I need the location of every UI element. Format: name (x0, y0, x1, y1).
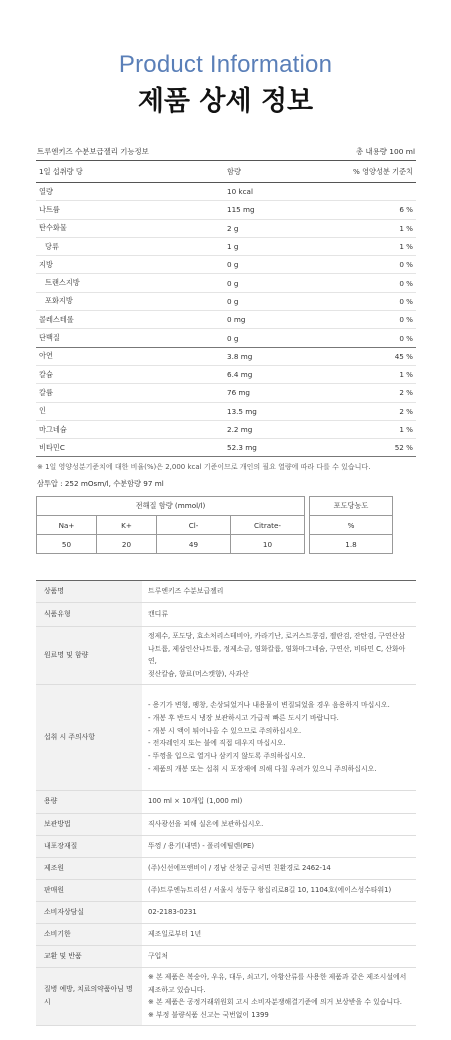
info-value-line: 제조하고 있습니다. (148, 985, 206, 994)
nutrition-row (36, 384, 416, 402)
nutrition-row (36, 403, 416, 421)
info-value-line: - 제품의 개봉 또는 섭취 시 포장재에 의해 다칠 우려가 있으니 주의하십시오. (148, 764, 377, 773)
nutrition-row (36, 220, 416, 238)
nutrition-row (36, 439, 416, 457)
info-row (36, 879, 416, 901)
info-value (142, 603, 416, 627)
info-value-line: 02-2183-0231 (148, 907, 197, 916)
info-key: 교환 및 반품 (36, 945, 142, 967)
osmolality-line: 삼투압 : 252 mOsm/l, 수분함량 97 ml (37, 479, 164, 488)
col-daily-value: % 영양성분 기준치 (352, 166, 413, 176)
nutrition-row (36, 238, 416, 256)
info-value-line: ※ 본 제품은 복숭아, 우유, 대두, 쇠고기, 아황산류를 사용한 제품과 같은 제조시설에서 (148, 972, 407, 981)
col-amount: 함량 (227, 166, 241, 176)
info-key: 질병 예방, 치료의약품아님 명시 (36, 967, 142, 1025)
electrolyte-title: 전해질 함량 (mmol/l) (37, 497, 305, 516)
value-k: 20 (97, 535, 157, 554)
info-row (36, 857, 416, 879)
nutrient-amount: 6.4 mg (227, 370, 253, 380)
info-row (36, 945, 416, 967)
english-title: Product Information (118, 51, 333, 78)
total-volume: 총 내용량 100 ml (356, 147, 415, 156)
nutrient-amount: 1 g (227, 242, 239, 252)
info-value-line: - 용기가 변형, 팽창, 손상되었거나 내용물이 변질되었을 경우 음용하지 마십시오. (148, 701, 390, 710)
info-row (36, 627, 416, 685)
value-cl: 49 (157, 535, 231, 554)
info-value-line: - 개봉 시 액이 튀어나올 수 있으므로 주의하십시오. (148, 726, 302, 735)
nutrient-daily-value: 0 % (399, 315, 413, 325)
glucose-table (309, 496, 393, 554)
nutrient-daily-value: 52 % (394, 443, 413, 453)
nutrient-daily-value: 1 % (399, 425, 413, 434)
nutrient-name: 마그네슘 (39, 424, 67, 434)
info-value-line: 제조일로부터 1년 (148, 929, 202, 938)
info-value (142, 923, 416, 945)
info-row (36, 923, 416, 945)
nutrient-amount: 0 g (227, 333, 239, 343)
ion-cl: Cl- (157, 516, 231, 535)
info-key: 소비기한 (36, 923, 142, 945)
nutrient-amount: 13.5 mg (227, 406, 257, 416)
nutrient-amount: 0 g (227, 260, 239, 270)
nutrition-note: ※ 1일 영양성분기준치에 대한 비율(%)은 2,000 kcal 기준이므로 개인의 필요 열량에 따라 다를 수 있습니다. (37, 463, 371, 472)
info-key: 원료명 및 함량 (36, 627, 142, 685)
info-value (142, 790, 416, 813)
nutrient-daily-value: 1 % (399, 223, 413, 233)
nutrient-name: 아연 (39, 351, 53, 361)
nutrition-row (36, 329, 416, 347)
nutrient-name: 당류 (45, 241, 59, 251)
nutrient-daily-value: 0 % (399, 260, 413, 270)
info-value-line: 100 ml × 10개입 (1,000 ml) (148, 797, 243, 806)
glucose-title: 포도당농도 (310, 497, 393, 516)
info-value (142, 813, 416, 835)
nutrition-row (36, 183, 416, 201)
nutrition-row (36, 348, 416, 366)
info-value-line: 구입처 (148, 951, 168, 960)
info-key: 판매원 (36, 879, 142, 901)
nutrient-amount: 76 mg (227, 388, 250, 398)
info-key: 식품유형 (36, 603, 142, 627)
info-key: 섭취 시 주의사항 (36, 684, 142, 790)
nutrient-name: 트랜스지방 (45, 278, 80, 288)
info-row (36, 967, 416, 1025)
nutrient-daily-value: 0 % (399, 296, 413, 306)
info-row (36, 813, 416, 835)
product-title: 트루엔키즈 수분보급젤리 기능정보 (37, 147, 149, 156)
nutrient-amount: 0 g (227, 278, 239, 288)
info-key: 제조원 (36, 857, 142, 879)
info-key: 내포장재질 (36, 835, 142, 857)
info-value-line: 직사광선을 피해 실온에 보관하십시오. (148, 819, 264, 828)
nutrition-row (36, 421, 416, 439)
korean-title: 제품 상세 정보 (137, 86, 314, 117)
glucose-value: 1.8 (310, 535, 393, 554)
glucose-unit: % (310, 516, 393, 535)
nutrient-name: 탄수화물 (39, 223, 67, 233)
nutrition-table (36, 146, 416, 472)
info-value (142, 879, 416, 901)
info-value (142, 581, 416, 603)
nutrient-amount: 52.3 mg (227, 443, 257, 453)
info-value-line: ※ 부정 불량식품 신고는 국번없이 1399 (148, 1010, 269, 1019)
nutrient-name: 인 (39, 406, 46, 416)
nutrition-row (36, 366, 416, 384)
nutrient-name: 포화지방 (45, 296, 73, 306)
nutrient-name: 단백질 (39, 333, 60, 343)
nutrient-name: 열량 (39, 186, 53, 196)
nutrition-column-header (36, 161, 416, 183)
nutrition-header (36, 146, 416, 161)
info-value-line: 캔디류 (148, 610, 168, 619)
nutrient-amount: 2 g (227, 223, 239, 233)
info-value (142, 684, 416, 790)
nutrient-amount: 3.8 mg (227, 351, 253, 361)
nutrient-daily-value: 2 % (399, 388, 413, 398)
nutrient-name: 나트륨 (39, 204, 60, 214)
info-key: 용량 (36, 790, 142, 813)
info-value-line: 나트륨, 제삼인산나트륨, 정제소금, 염화칼륨, 염화마그네슘, 구연산, 비타민 C, 산화아연, (148, 644, 406, 666)
nutrient-amount: 0 g (227, 296, 239, 306)
nutrient-daily-value: 1 % (399, 370, 413, 380)
ion-citrate: Citrate- (231, 516, 305, 535)
nutrition-row (36, 201, 416, 219)
info-row (36, 603, 416, 627)
nutrient-daily-value: 45 % (394, 351, 413, 361)
info-value (142, 967, 416, 1025)
info-row (36, 790, 416, 813)
info-key: 보관방법 (36, 813, 142, 835)
info-row (36, 901, 416, 923)
nutrient-name: 지방 (39, 259, 53, 269)
nutrient-daily-value: 0 % (399, 333, 413, 343)
nutrient-daily-value: 1 % (399, 242, 413, 252)
info-value-line: - 뚜껑을 입으로 열거나 삼키지 않도록 주의하십시오. (148, 752, 306, 761)
nutrient-amount: 10 kcal (227, 187, 253, 197)
nutrient-daily-value: 0 % (399, 278, 413, 288)
info-value-line: 젖산칼슘, 향료(머스캣향), 사과산 (148, 670, 249, 679)
nutrient-name: 비타민C (39, 442, 65, 452)
nutrition-row (36, 311, 416, 329)
info-value-line: 트루엔키즈 수분보급젤리 (148, 587, 224, 596)
info-value (142, 901, 416, 923)
col-serving: 1일 섭취량 당 (39, 166, 83, 176)
nutrient-amount: 2.2 mg (227, 425, 253, 434)
info-key: 소비자상담실 (36, 901, 142, 923)
info-value (142, 857, 416, 879)
electrolyte-table (36, 496, 305, 554)
info-value-line: (주)신선에프앤비이 / 경남 산청군 금서면 친환경로 2462-14 (148, 863, 331, 872)
info-value (142, 835, 416, 857)
info-value-line: - 개봉 후 반드시 냉장 보관하시고 가급적 빠른 도시기 바랍니다. (148, 713, 339, 722)
nutrient-name: 콜레스테롤 (39, 314, 74, 324)
osmolality-section (36, 479, 416, 554)
info-value (142, 945, 416, 967)
info-value (142, 627, 416, 685)
ion-k: K+ (97, 516, 157, 535)
product-info-table (36, 580, 416, 1026)
nutrition-row (36, 293, 416, 311)
info-row (36, 835, 416, 857)
info-row (36, 684, 416, 790)
nutrition-row (36, 274, 416, 292)
nutrient-name: 칼륨 (39, 387, 53, 397)
nutrition-row (36, 256, 416, 274)
info-value-line: (주)트루엔뉴트리션 / 서울시 성동구 왕십리로8길 10, 1104호(에이스성수타워1) (148, 885, 392, 894)
nutrient-name: 칼슘 (39, 369, 53, 379)
info-value-line: - 전자레인지 또는 불에 직접 데우지 마십시오. (148, 739, 286, 748)
value-na: 50 (37, 535, 97, 554)
info-value-line: 뚜껑 / 용기(내면) - 폴리에틸렌(PE) (148, 841, 255, 850)
ion-na: Na+ (37, 516, 97, 535)
nutrient-daily-value: 2 % (399, 406, 413, 416)
header (0, 50, 451, 120)
nutrient-daily-value: 6 % (399, 205, 413, 215)
info-value-line: ※ 본 제품은 공정거래위원회 고시 소비자분쟁해결기준에 의거 보상받을 수 있습니다. (148, 998, 402, 1007)
info-key: 상품명 (36, 581, 142, 603)
info-row (36, 581, 416, 603)
info-value-line: 정제수, 포도당, 효소처리스테비아, 카라기난, 로커스트콩검, 젤란검, 잔탄검, 구연산삼 (148, 632, 405, 640)
value-citrate: 10 (231, 535, 305, 554)
nutrient-amount: 0 mg (227, 315, 246, 325)
nutrient-amount: 115 mg (227, 205, 255, 215)
